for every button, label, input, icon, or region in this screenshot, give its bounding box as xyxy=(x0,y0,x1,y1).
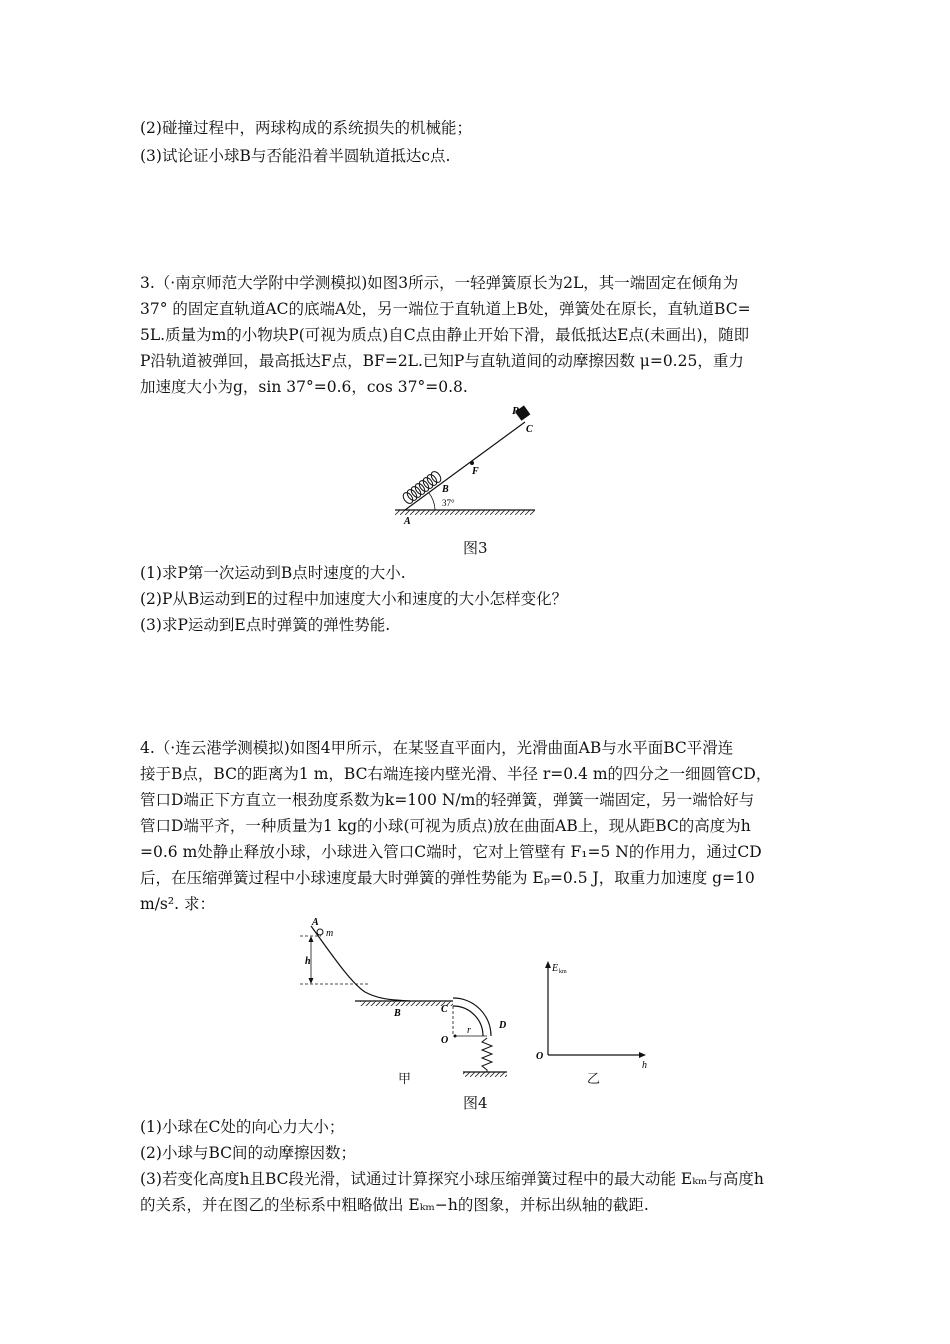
angle-label: 37° xyxy=(442,498,455,508)
label-c4: C xyxy=(441,1004,448,1015)
q2-sub3: (3)试论证小球B与否能沿着半圆轨道抵达c点. xyxy=(140,147,451,165)
q4-line: 后，在压缩弹簧过程中小球速度最大时弹簧的弹性势能为 Eₚ=0.5 J，取重力加速度 g=10 xyxy=(140,869,755,887)
q4-line: 接于B点，BC的距离为1 m，BC右端连接内壁光滑、半径 r=0.4 m的四分之一细圆管CD， xyxy=(140,765,772,783)
q4-sub3: (3)若变化高度h且BC段光滑，试通过计算探究小球压缩弹簧过程中的最大动能 Eₖₘ与高度h xyxy=(140,1170,764,1188)
q4-line: 管口D端平齐，一种质量为1 kg的小球(可视为质点)放在曲面AB上，现从距BC的高度为h xyxy=(140,817,751,835)
figure-4-right-caption: 乙 xyxy=(587,1072,601,1087)
ball-m xyxy=(317,929,323,935)
figure-3-caption: 图3 xyxy=(463,539,488,557)
label-p: P xyxy=(512,405,519,417)
figure-3-incline xyxy=(380,400,560,530)
q3-sub1: (1)求P第一次运动到B点时速度的大小. xyxy=(140,564,406,582)
q4-sub2: (2)小球与BC间的动摩擦因数； xyxy=(140,1144,356,1162)
q3-sub3: (3)求P运动到E点时弹簧的弹性势能. xyxy=(140,616,391,634)
x-axis-label: h xyxy=(642,1060,647,1071)
y-axis-label: E xyxy=(552,963,559,974)
q4-line: 4.（·连云港学测模拟)如图4甲所示，在某竖直平面内，光滑曲面AB与水平面BC平滑连 xyxy=(140,739,734,757)
figure-4-left-caption: 甲 xyxy=(398,1072,412,1087)
ground-hatch xyxy=(395,510,535,515)
q3-line: 加速度大小为g，sin 37°=0.6，cos 37°=0.8. xyxy=(140,378,468,396)
angle-arc xyxy=(429,493,435,510)
q4-sub1: (1)小球在C处的向心力大小； xyxy=(140,1118,345,1136)
q2-sub2: (2)碰撞过程中，两球构成的系统损失的机械能； xyxy=(140,119,472,137)
q3-line: 37° 的固定直轨道AC的底端A处，另一端位于直轨道上B处，弹簧处在原长，直轨道BC= xyxy=(140,300,751,318)
tube-outer xyxy=(453,998,491,1036)
label-d: D xyxy=(499,1020,507,1031)
q4-line: 管口D端正下方直立一根劲度系数为k=100 N/m的轻弹簧，弹簧一端固定，另一端恰好与 xyxy=(140,791,755,809)
spring-4 xyxy=(482,1038,492,1072)
label-o4: O xyxy=(441,1035,449,1046)
label-c: C xyxy=(526,424,533,435)
q3-line: 5L.质量为m的小物块P(可视为质点)自C点由静止开始下滑，最低抵达E点(未画出)，随即 xyxy=(140,326,750,344)
label-b4: B xyxy=(394,1008,401,1019)
origin-label: O xyxy=(536,1051,544,1062)
figure-4-jia xyxy=(295,912,525,1087)
label-m: m xyxy=(326,928,334,939)
label-h: h xyxy=(305,956,311,967)
label-f: F xyxy=(472,466,479,477)
figure-4-yi-axes xyxy=(530,955,660,1075)
track-hatch xyxy=(360,1001,453,1006)
q4-line: m/s². 求： xyxy=(140,895,215,913)
point-f xyxy=(470,461,474,465)
y-axis-subscript: km xyxy=(559,969,567,975)
q4-sub3-cont: 的关系，并在图乙的坐标系中粗略做出 Eₖₘ−h的图象，并标出纵轴的截距. xyxy=(140,1196,649,1214)
q3-line: P沿轨道被弹回，最高抵达F点，BF=2L.已知P与直轨道间的动摩擦因数 μ=0.25，重力 xyxy=(140,352,744,370)
q3-line: 3.（·南京师范大学附中学测模拟)如图3所示，一轻弹簧原长为2L，其一端固定在倾角为 xyxy=(140,274,739,292)
figure-4-caption: 图4 xyxy=(463,1094,488,1112)
label-r: r xyxy=(467,1025,471,1036)
q3-sub2: (2)P从B运动到E的过程中加速度大小和速度的大小怎样变化？ xyxy=(140,590,568,608)
q4-line: =0.6 m处静止释放小球，小球进入管口C端时，它对上管壁有 F₁=5 N的作用力，通过CD xyxy=(140,843,762,861)
label-b: B xyxy=(442,484,449,495)
label-a4: A xyxy=(312,917,319,928)
incline-track xyxy=(405,422,525,510)
label-a: A xyxy=(404,516,411,527)
